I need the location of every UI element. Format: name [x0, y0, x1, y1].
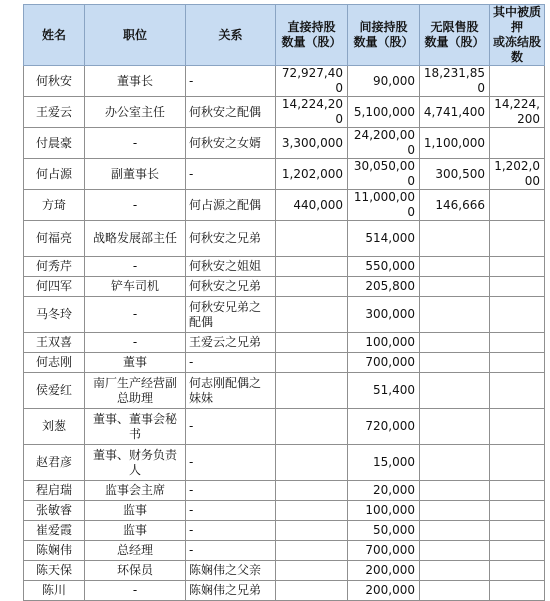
cell-direct-shares: 1,202,000 — [276, 159, 348, 190]
cell-position: 战略发展部主任 — [85, 221, 186, 257]
cell-pledged-shares — [490, 257, 545, 277]
header-row — [24, 5, 545, 66]
header-pledged-shares-line2: 或冻结股数 — [492, 35, 541, 64]
header-unrestricted-shares-line1: 无限售股 — [430, 20, 479, 34]
cell-unrestricted-shares — [420, 409, 490, 445]
header-direct-shares-line2: 数量（股） — [281, 35, 342, 49]
cell-indirect-shares: 51,400 — [348, 373, 420, 409]
cell-position: 环保员 — [85, 561, 186, 581]
table-row — [24, 409, 545, 445]
cell-pledged-shares — [490, 333, 545, 353]
cell-position: 铲车司机 — [85, 277, 186, 297]
cell-pledged-shares — [490, 221, 545, 257]
cell-direct-shares: 440,000 — [276, 190, 348, 221]
shareholding-table-container — [23, 4, 544, 601]
cell-name: 付晨豪 — [24, 128, 85, 159]
cell-indirect-shares: 24,200,000 — [348, 128, 420, 159]
header-unrestricted-shares — [420, 5, 490, 66]
header-indirect-shares-line1: 间接持股 — [359, 20, 408, 34]
header-direct-shares-line1: 直接持股 — [287, 20, 336, 34]
cell-pledged-shares — [490, 501, 545, 521]
cell-name: 何占源 — [24, 159, 85, 190]
cell-name: 陈娴伟 — [24, 541, 85, 561]
cell-indirect-shares: 720,000 — [348, 409, 420, 445]
cell-name: 程启瑞 — [24, 481, 85, 501]
cell-direct-shares — [276, 481, 348, 501]
cell-unrestricted-shares — [420, 221, 490, 257]
cell-indirect-shares: 200,000 — [348, 561, 420, 581]
header-indirect-shares — [348, 5, 420, 66]
cell-unrestricted-shares: 146,666 — [420, 190, 490, 221]
cell-name: 王双喜 — [24, 333, 85, 353]
cell-direct-shares — [276, 409, 348, 445]
cell-unrestricted-shares — [420, 481, 490, 501]
table-row — [24, 541, 545, 561]
header-relation — [186, 5, 276, 66]
cell-relation: 陈娴伟之兄弟 — [186, 581, 276, 601]
cell-direct-shares — [276, 333, 348, 353]
cell-indirect-shares: 100,000 — [348, 501, 420, 521]
cell-position: - — [85, 257, 186, 277]
cell-pledged-shares: 1,202,000 — [490, 159, 545, 190]
cell-pledged-shares: 14,224,200 — [490, 97, 545, 128]
cell-unrestricted-shares: 300,500 — [420, 159, 490, 190]
cell-indirect-shares: 100,000 — [348, 333, 420, 353]
cell-name: 何志刚 — [24, 353, 85, 373]
cell-position: 董事 — [85, 353, 186, 373]
cell-unrestricted-shares — [420, 297, 490, 333]
cell-position: - — [85, 128, 186, 159]
cell-direct-shares — [276, 297, 348, 333]
cell-unrestricted-shares — [420, 373, 490, 409]
cell-direct-shares — [276, 541, 348, 561]
table-row — [24, 521, 545, 541]
cell-unrestricted-shares — [420, 501, 490, 521]
cell-relation: 何秋安之配偶 — [186, 97, 276, 128]
cell-pledged-shares — [490, 481, 545, 501]
table-row — [24, 581, 545, 601]
cell-name: 崔爱霞 — [24, 521, 85, 541]
table-row — [24, 561, 545, 581]
cell-pledged-shares — [490, 581, 545, 601]
cell-unrestricted-shares: 4,741,400 — [420, 97, 490, 128]
cell-indirect-shares: 300,000 — [348, 297, 420, 333]
cell-direct-shares: 72,927,400 — [276, 66, 348, 97]
cell-direct-shares — [276, 353, 348, 373]
cell-indirect-shares: 550,000 — [348, 257, 420, 277]
cell-indirect-shares: 514,000 — [348, 221, 420, 257]
cell-name: 王爱云 — [24, 97, 85, 128]
cell-position: 监事 — [85, 521, 186, 541]
cell-name: 陈川 — [24, 581, 85, 601]
table-row — [24, 373, 545, 409]
cell-pledged-shares — [490, 128, 545, 159]
table-row — [24, 501, 545, 521]
cell-relation: 何秋安之兄弟 — [186, 221, 276, 257]
cell-indirect-shares: 20,000 — [348, 481, 420, 501]
cell-relation: 何秋安兄弟之配偶 — [186, 297, 276, 333]
cell-position: - — [85, 190, 186, 221]
cell-pledged-shares — [490, 409, 545, 445]
header-unrestricted-shares-line2: 数量（股） — [424, 35, 485, 49]
shareholding-table — [23, 4, 545, 601]
cell-unrestricted-shares — [420, 445, 490, 481]
header-name-line1: 姓名 — [41, 27, 66, 42]
table-header — [24, 5, 545, 66]
cell-indirect-shares: 50,000 — [348, 521, 420, 541]
cell-unrestricted-shares — [420, 333, 490, 353]
cell-position: 董事长 — [85, 66, 186, 97]
table-row — [24, 159, 545, 190]
header-name — [24, 5, 85, 66]
cell-relation: - — [186, 481, 276, 501]
cell-name: 马冬玲 — [24, 297, 85, 333]
cell-relation: 何志刚配偶之妹妹 — [186, 373, 276, 409]
header-indirect-shares-line2: 数量（股） — [353, 35, 414, 49]
cell-unrestricted-shares — [420, 521, 490, 541]
cell-direct-shares — [276, 277, 348, 297]
cell-name: 何四军 — [24, 277, 85, 297]
cell-indirect-shares: 90,000 — [348, 66, 420, 97]
cell-indirect-shares: 200,000 — [348, 581, 420, 601]
table-row — [24, 257, 545, 277]
header-pledged-shares-line1: 其中被质押 — [492, 5, 541, 34]
cell-direct-shares — [276, 561, 348, 581]
cell-name: 陈天保 — [24, 561, 85, 581]
cell-position: 监事会主席 — [85, 481, 186, 501]
cell-indirect-shares: 700,000 — [348, 353, 420, 373]
cell-direct-shares — [276, 257, 348, 277]
cell-pledged-shares — [490, 521, 545, 541]
cell-position: 监事 — [85, 501, 186, 521]
table-row — [24, 445, 545, 481]
cell-indirect-shares: 30,050,000 — [348, 159, 420, 190]
cell-relation: 王爱云之兄弟 — [186, 333, 276, 353]
table-row — [24, 481, 545, 501]
cell-relation: 陈娴伟之父亲 — [186, 561, 276, 581]
cell-pledged-shares — [490, 373, 545, 409]
cell-position: 办公室主任 — [85, 97, 186, 128]
cell-direct-shares: 3,300,000 — [276, 128, 348, 159]
cell-name: 何福亮 — [24, 221, 85, 257]
cell-indirect-shares: 205,800 — [348, 277, 420, 297]
cell-relation: - — [186, 159, 276, 190]
cell-pledged-shares — [490, 541, 545, 561]
cell-pledged-shares — [490, 190, 545, 221]
cell-pledged-shares — [490, 66, 545, 97]
cell-position: 总经理 — [85, 541, 186, 561]
cell-unrestricted-shares — [420, 353, 490, 373]
cell-pledged-shares — [490, 297, 545, 333]
table-row — [24, 128, 545, 159]
cell-direct-shares — [276, 221, 348, 257]
cell-indirect-shares: 5,100,000 — [348, 97, 420, 128]
header-relation-line1: 关系 — [218, 27, 243, 42]
table-row — [24, 297, 545, 333]
cell-name: 张敏睿 — [24, 501, 85, 521]
cell-relation: - — [186, 501, 276, 521]
cell-indirect-shares: 15,000 — [348, 445, 420, 481]
cell-unrestricted-shares — [420, 257, 490, 277]
cell-unrestricted-shares — [420, 277, 490, 297]
cell-pledged-shares — [490, 445, 545, 481]
cell-unrestricted-shares: 1,100,000 — [420, 128, 490, 159]
cell-pledged-shares — [490, 277, 545, 297]
cell-indirect-shares: 700,000 — [348, 541, 420, 561]
cell-direct-shares — [276, 521, 348, 541]
cell-name: 刘葱 — [24, 409, 85, 445]
table-row — [24, 221, 545, 257]
cell-direct-shares — [276, 581, 348, 601]
cell-direct-shares — [276, 445, 348, 481]
table-row — [24, 353, 545, 373]
header-position-line1: 职位 — [122, 27, 147, 42]
cell-position: 副董事长 — [85, 159, 186, 190]
header-direct-shares — [276, 5, 348, 66]
cell-relation: - — [186, 445, 276, 481]
cell-relation: - — [186, 353, 276, 373]
cell-relation: 何秋安之女婿 — [186, 128, 276, 159]
cell-relation: 何秋安之姐姐 — [186, 257, 276, 277]
cell-relation: - — [186, 541, 276, 561]
cell-position: - — [85, 581, 186, 601]
cell-name: 何秀芹 — [24, 257, 85, 277]
cell-position: 董事、董事会秘书 — [85, 409, 186, 445]
cell-unrestricted-shares — [420, 541, 490, 561]
cell-relation: - — [186, 66, 276, 97]
cell-unrestricted-shares — [420, 581, 490, 601]
cell-direct-shares: 14,224,200 — [276, 97, 348, 128]
cell-position: 董事、财务负责人 — [85, 445, 186, 481]
cell-unrestricted-shares: 18,231,850 — [420, 66, 490, 97]
cell-position: - — [85, 333, 186, 353]
table-body — [24, 66, 545, 601]
cell-relation: 何占源之配偶 — [186, 190, 276, 221]
table-row — [24, 333, 545, 353]
cell-unrestricted-shares — [420, 561, 490, 581]
cell-name: 赵君彦 — [24, 445, 85, 481]
table-row — [24, 190, 545, 221]
table-row — [24, 66, 545, 97]
cell-direct-shares — [276, 501, 348, 521]
cell-position: - — [85, 297, 186, 333]
cell-relation: 何秋安之兄弟 — [186, 277, 276, 297]
cell-pledged-shares — [490, 561, 545, 581]
cell-pledged-shares — [490, 353, 545, 373]
cell-name: 侯爱红 — [24, 373, 85, 409]
header-pledged-shares — [490, 5, 545, 66]
table-row — [24, 277, 545, 297]
cell-direct-shares — [276, 373, 348, 409]
cell-name: 方琦 — [24, 190, 85, 221]
table-row — [24, 97, 545, 128]
cell-relation: - — [186, 409, 276, 445]
cell-name: 何秋安 — [24, 66, 85, 97]
header-position — [85, 5, 186, 66]
cell-relation: - — [186, 521, 276, 541]
cell-position: 南厂生产经营副总助理 — [85, 373, 186, 409]
cell-indirect-shares: 11,000,000 — [348, 190, 420, 221]
